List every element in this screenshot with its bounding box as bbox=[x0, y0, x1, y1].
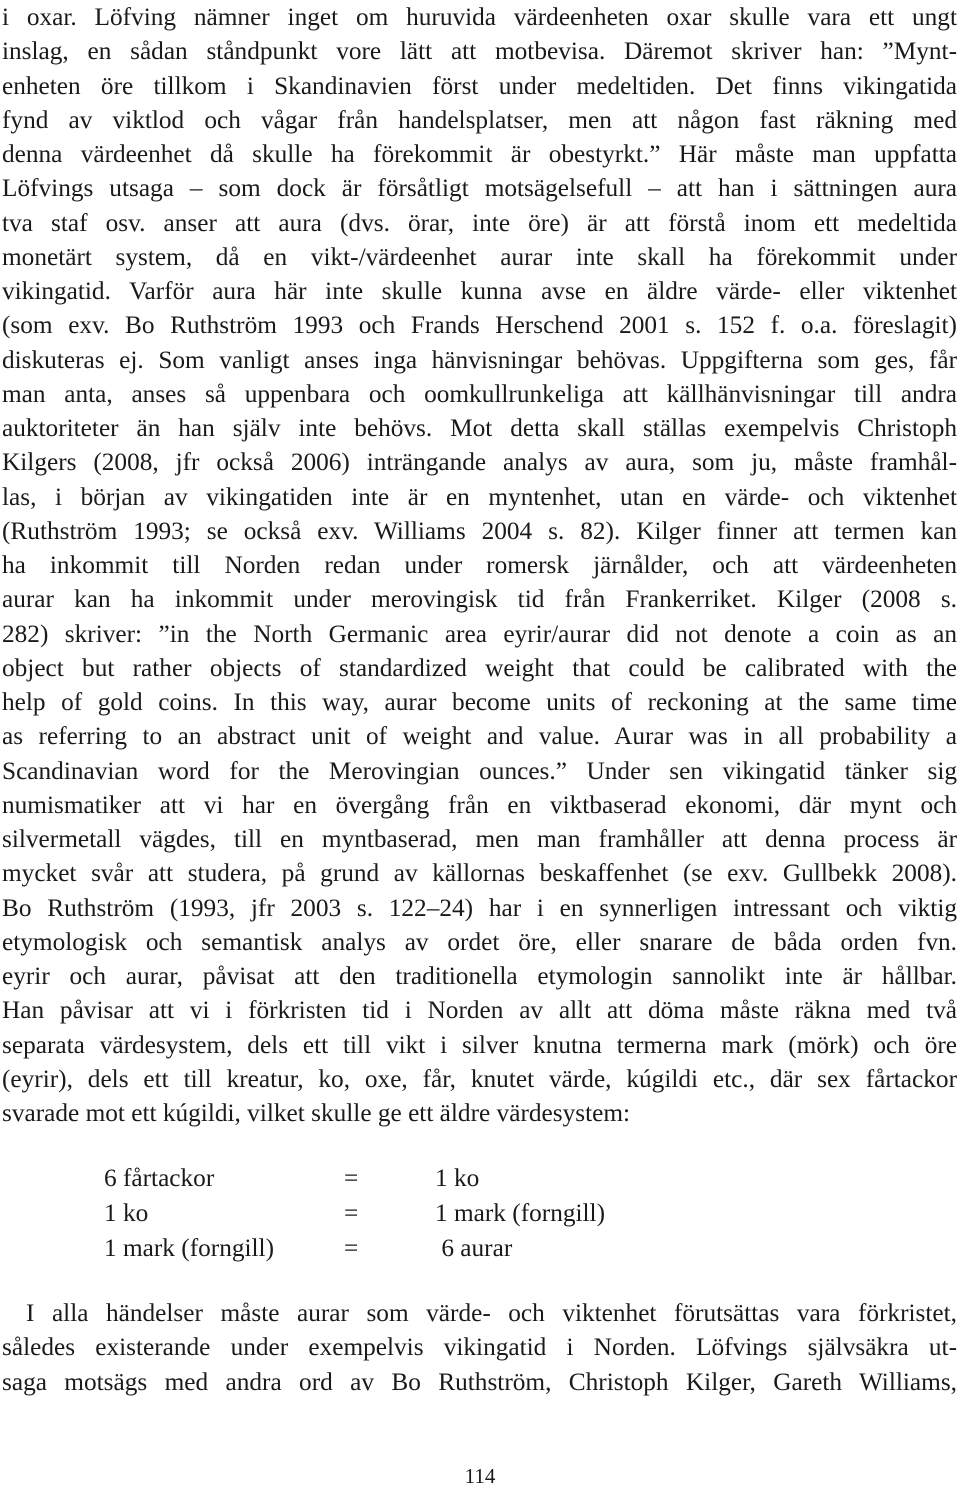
equivalence-right: 6 aurar bbox=[435, 1234, 513, 1262]
text-line: Löfvings utsaga – som dock är försåtligt motsägelsefull – att han i sättningen aura bbox=[2, 174, 957, 203]
text-line: separata värdesystem, dels ett till vikt i silver knutna termerna mark (mörk) och öre bbox=[2, 1030, 957, 1059]
text-line: auktoriteter än han själv inte behövs. Mot detta skall ställas exempelvis Christoph bbox=[2, 414, 957, 442]
text-line: las, i början av vikingatiden inte är en myntenhet, utan en värde- och viktenhet bbox=[2, 482, 957, 511]
text-line: aurar kan ha inkommit under merovingisk tid från Frankerriket. Kilger (2008 s. bbox=[2, 585, 957, 614]
text-line: ha inkommit till Norden redan under romersk järnålder, och att värdeenheten bbox=[2, 551, 957, 579]
text-line: 282) skriver: ”in the North Germanic area eyrir/aurar did not denote a coin as an bbox=[2, 619, 957, 648]
text-line: numismatiker att vi har en övergång från en viktbaserad ekonomi, där mynt och bbox=[2, 790, 957, 819]
text-line: (eyrir), dels ett till kreatur, ko, oxe, får, knutet värde, kúgildi etc., där sex fårtackor bbox=[2, 1064, 957, 1093]
equivalence-right: 1 ko bbox=[435, 1164, 480, 1192]
text-line: diskuteras ej. Som vanligt anses inga hänvisningar behövas. Uppgifterna som ges, får bbox=[2, 345, 957, 374]
equivalence-left: 1 mark (forngill) bbox=[104, 1234, 275, 1262]
text-line: silvermetall vägdes, till en myntbaserad, men man framhåller att denna process är bbox=[2, 825, 957, 853]
body-paragraph bbox=[2, 0, 957, 1130]
text-line: as referring to an abstract unit of weight and value. Aurar was in all probability a bbox=[2, 722, 957, 751]
text-line: inslag, en sådan ståndpunkt vore lätt att motbevisa. Däremot skriver han: ”Mynt- bbox=[2, 37, 957, 66]
equivalence-row bbox=[0, 1160, 960, 1196]
text-line: man anta, anses så uppenbara och oomkullrunkeliga att källhänvisningar till andra bbox=[2, 379, 957, 408]
equivalence-row bbox=[0, 1230, 960, 1266]
text-line: etymologisk och semantisk analys av ordet öre, eller snarare de båda orden fvn. bbox=[2, 927, 957, 956]
equals-sign: = bbox=[344, 1164, 359, 1192]
equivalence-row bbox=[0, 1195, 960, 1231]
equivalence-left: 6 fårtackor bbox=[104, 1164, 215, 1192]
equivalence-left: 1 ko bbox=[104, 1199, 149, 1227]
text-line: object but rather objects of standardized weight that could be calibrated with the bbox=[2, 653, 957, 682]
equals-sign: = bbox=[344, 1199, 359, 1227]
text-line: help of gold coins. In this way, aurar become units of reckoning at the same time bbox=[2, 688, 957, 716]
page-number: 114 bbox=[464, 1464, 496, 1488]
text-line: monetärt system, då en vikt-/värdeenhet aurar inte skall ha förekommit under bbox=[2, 242, 957, 271]
text-line: enheten öre tillkom i Skandinavien först under medeltiden. Det finns vikingatida bbox=[2, 71, 957, 100]
closing-paragraph bbox=[2, 1296, 957, 1399]
text-line: mycket svår att studera, på grund av källornas beskaffenhet (se exv. Gullbekk 2008). bbox=[2, 859, 957, 888]
text-line: (Ruthström 1993; se också exv. Williams 2004 s. 82). Kilger finner att termen kan bbox=[2, 516, 957, 545]
text-line: eyrir och aurar, påvisat att den traditionella etymologin sannolikt inte är hållbar. bbox=[2, 962, 957, 990]
text-line: denna värdeenhet då skulle ha förekommit är obestyrkt.” Här måste man uppfatta bbox=[2, 140, 957, 168]
equals-sign: = bbox=[344, 1234, 359, 1262]
text-line: saga motsägs med andra ord av Bo Ruthström, Christoph Kilger, Gareth Williams, bbox=[2, 1367, 957, 1396]
text-line: Bo Ruthström (1993, jfr 2003 s. 122–24) har i en synnerligen intressant och viktig bbox=[2, 893, 957, 922]
text-line: Scandinavian word for the Merovingian ounces.” Under sen vikingatid tänker sig bbox=[2, 756, 957, 785]
equivalence-right: 1 mark (forngill) bbox=[435, 1199, 606, 1227]
text-line: vikingatid. Varför aura här inte skulle kunna avse en äldre värde- eller viktenhet bbox=[2, 277, 957, 305]
text-line: tva staf osv. anser att aura (dvs. örar, inte öre) är att förstå inom ett medeltida bbox=[2, 208, 957, 237]
text-line: I alla händelser måste aurar som värde- och viktenhet förutsättas vara förkristet, bbox=[26, 1299, 957, 1327]
text-line: i oxar. Löfving nämner inget om huruvida värdeenheten oxar skulle vara ett ungt bbox=[2, 3, 957, 31]
text-line: Han påvisar att vi i förkristen tid i Norden av allt att döma måste räkna med två bbox=[2, 996, 957, 1025]
text-line: Kilgers (2008, jfr också 2006) inträngande analys av aura, som ju, måste framhål- bbox=[2, 448, 957, 477]
text-line: således existerande under exempelvis vikingatid i Norden. Löfvings självsäkra ut- bbox=[2, 1333, 957, 1362]
text-line: fynd av viktlod och vågar från handelsplatser, men att någon fast räkning med bbox=[2, 105, 957, 134]
text-line: (som exv. Bo Ruthström 1993 och Frands Herschend 2001 s. 152 f. o.a. föreslagit) bbox=[2, 311, 957, 340]
text-line: svarade mot ett kúgildi, vilket skulle ge ett äldre värdesystem: bbox=[2, 1099, 631, 1127]
